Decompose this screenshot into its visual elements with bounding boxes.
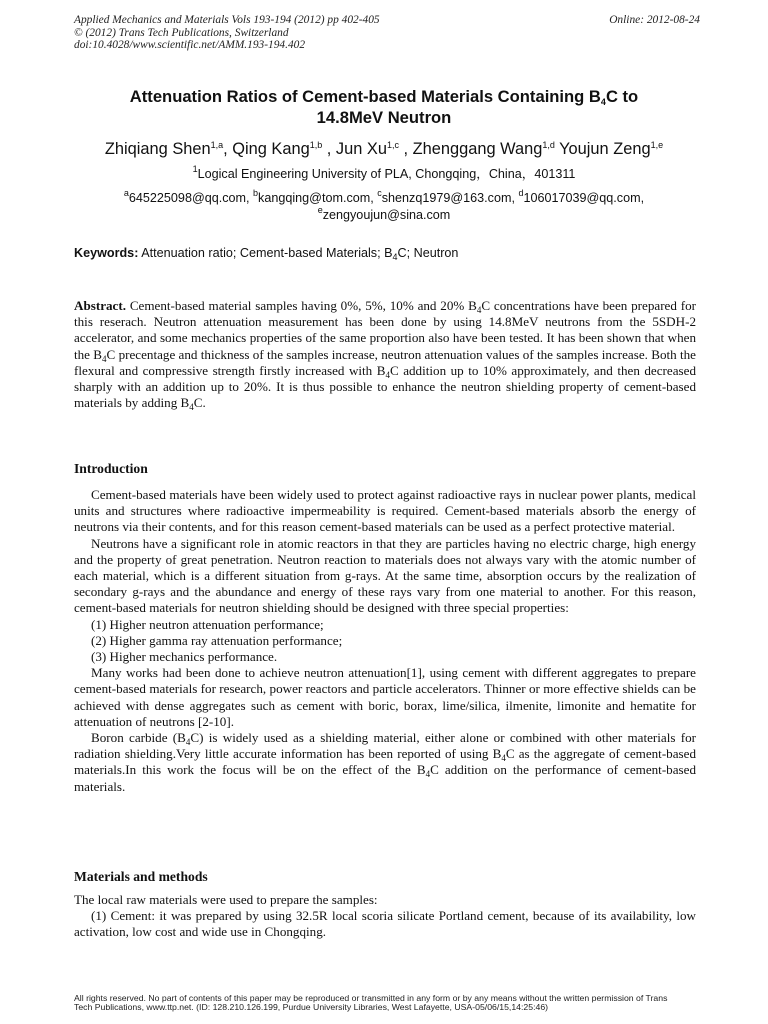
email-sup: e — [317, 205, 323, 215]
email-sup: b — [253, 188, 259, 198]
email-sup: a — [123, 188, 129, 198]
introduction-body — [74, 487, 696, 795]
author-name: Qing Kang — [232, 140, 310, 158]
list-item: (3) Higher mechanics performance. — [91, 649, 278, 665]
section-heading-methods: Materials and methods — [74, 869, 208, 884]
email-link[interactable]: 106017039@qq.com, — [523, 191, 645, 205]
author-name: Jun Xu — [335, 140, 387, 158]
email-sup: d — [518, 188, 524, 198]
title-subscript: 4 — [600, 97, 606, 107]
author-sup: 1,b — [309, 140, 323, 150]
author-sep: , — [322, 140, 336, 158]
subscript: 4 — [501, 753, 506, 764]
journal-citation: Applied Mechanics and Materials Vols 193-194 (2012) pp 402-405 — [74, 14, 380, 26]
title-text: 14.8MeV Neutron — [316, 108, 452, 127]
author-name: Zhenggang Wang — [412, 140, 543, 158]
paragraph-text: Boron carbide (B — [91, 730, 186, 746]
keywords-label: Keywords: — [74, 246, 139, 260]
email-link[interactable]: kangqing@tom.com, — [258, 191, 378, 205]
abstract — [74, 298, 696, 411]
author-sep: , — [398, 140, 413, 158]
title-text: Attenuation Ratios of Cement-based Materials Containing B — [129, 87, 601, 106]
author-list — [74, 138, 694, 160]
journal-header — [74, 14, 700, 52]
footer-line: All rights reserved. No part of contents of this paper may be reproduced or transmitted in any form or by any means without the written permission of Trans — [74, 993, 668, 1003]
author-sup: 1,c — [386, 140, 399, 150]
title-text: C to — [605, 87, 639, 106]
paragraph: The local raw materials were used to prepare the samples: — [74, 892, 378, 907]
subscript: 4 — [185, 737, 191, 748]
doi-line[interactable]: doi:10.4028/www.scientific.net/AMM.193-194.402 — [74, 39, 306, 51]
author-name: Zhiqiang Shen — [104, 140, 211, 158]
paragraph — [74, 730, 696, 795]
abstract-label: Abstract. — [74, 298, 126, 313]
paper-title — [74, 86, 694, 128]
paragraph: Many works had been done to achieve neutron attenuation[1], using cement with different aggregates to prepare cement-based materials for research, power reactors and particle accelerators. Thinner or more effective shields can be achieved with dense aggregates such as cement with boric, borax, lime/silica, ilmenite, limonite and hematite for attenuation of neutrons [2-10]. — [74, 665, 696, 729]
affiliation-sup: 1 — [192, 164, 198, 174]
author-name: Youjun Zeng — [559, 140, 651, 158]
email-link[interactable]: shenzq1979@163.com, — [381, 191, 519, 205]
author-sep: , — [223, 140, 233, 158]
copyright-line: © (2012) Trans Tech Publications, Switzerland — [74, 26, 289, 39]
keywords-subscript: 4 — [392, 252, 398, 262]
online-date: Online: 2012-08-24 — [609, 14, 700, 26]
section-heading-introduction: Introduction — [74, 461, 148, 476]
copyright-footer — [74, 994, 700, 1012]
paragraph-text: C as the aggregate of cement-based materials.In this work the focus will be on the effect of the B — [74, 746, 696, 778]
keywords-text: Attenuation ratio; Cement-based Materials; B — [138, 246, 393, 260]
abstract-text: C precentage and thickness of the samples increase, neutron attenuation values of the samples increase. Both the flexural and compressive strength firstly increased with B — [74, 346, 696, 378]
abstract-text: C. — [193, 395, 206, 411]
subscript: 4 — [385, 369, 390, 380]
keywords-text: C; Neutron — [397, 246, 459, 260]
paragraph-text: C addition on the performance of cement-based materials. — [74, 762, 696, 794]
abstract-text: C concentrations have been prepared for this reserach. Neutron attenuation measurement has been done by using 14.8MeV neutrons from the 5SDH-2 accelerator, and some mechanics properties of the same proportion also have been tested. It has been shown that when the B — [74, 298, 696, 362]
author-sup: 1,d — [542, 140, 555, 150]
methods-body — [74, 892, 696, 941]
abstract-text: Cement-based material samples having 0%, 5%, 10% and 20% B — [126, 298, 477, 313]
author-sup: 1,e — [650, 140, 664, 150]
email-link[interactable]: zengyoujun@sina.com — [322, 208, 451, 222]
paragraph-text: C) is widely used as a shielding material, either alone or combined with other materials for radiation shielding.Very little accurate information has been reported of using B — [74, 730, 696, 762]
subscript: 4 — [425, 769, 431, 780]
author-emails — [74, 190, 694, 224]
email-sup: c — [377, 188, 382, 198]
keywords — [74, 244, 700, 262]
list-item: (1) Higher neutron attenuation performance; — [91, 616, 324, 632]
email-link[interactable]: 645225098@qq.com, — [128, 191, 254, 205]
author-sup: 1,a — [210, 140, 224, 150]
subscript: 4 — [189, 402, 194, 413]
list-item: (2) Higher gamma ray attenuation performance; — [91, 632, 343, 648]
footer-line: Tech Publications, www.ttp.net. (ID: 128.210.126.199, Purdue University Libraries, West Lafayette, USA-05/06/15,14:25:46) — [74, 1002, 549, 1013]
abstract-text: C addition up to 10% approximately, and then decreased sharply with an addition up to 20%. It is thus possible to enhance the neutron shielding property of cement-based materials by adding B — [74, 362, 696, 411]
paragraph: Cement-based materials have been widely used to protect against radioactive rays in nuclear power plants, medical units and structures where radioactive impermeability is required. Cement-based materials absorb the energy of neutrons via their contents, and for this reason cement-based materials can be used as a perfect protective material. — [74, 487, 696, 535]
affiliation-text: Logical Engineering University of PLA, Chongqing，China，401311 — [197, 167, 576, 181]
paragraph: (1) Cement: it was prepared by using 32.5R local scoria silicate Portland cement, because of its availability, low activation, low cost and wide use in Chongqing. — [74, 908, 696, 940]
affiliation — [74, 165, 694, 183]
subscript: 4 — [102, 353, 107, 364]
paragraph: Neutrons have a significant role in atomic reactors in that they are particles having no electric charge, high energy and the property of great penetration. Neutron reaction to materials does not always vary with the atomic number of each material, which is a different situation from g-rays. At the same time, absorption occurs by the realization of secondary g-rays and the abundance and energy of these rays vary from one material to another. For this reason, cement-based materials for neutron shielding should be designed with three special properties: — [74, 535, 696, 616]
subscript: 4 — [476, 305, 482, 315]
